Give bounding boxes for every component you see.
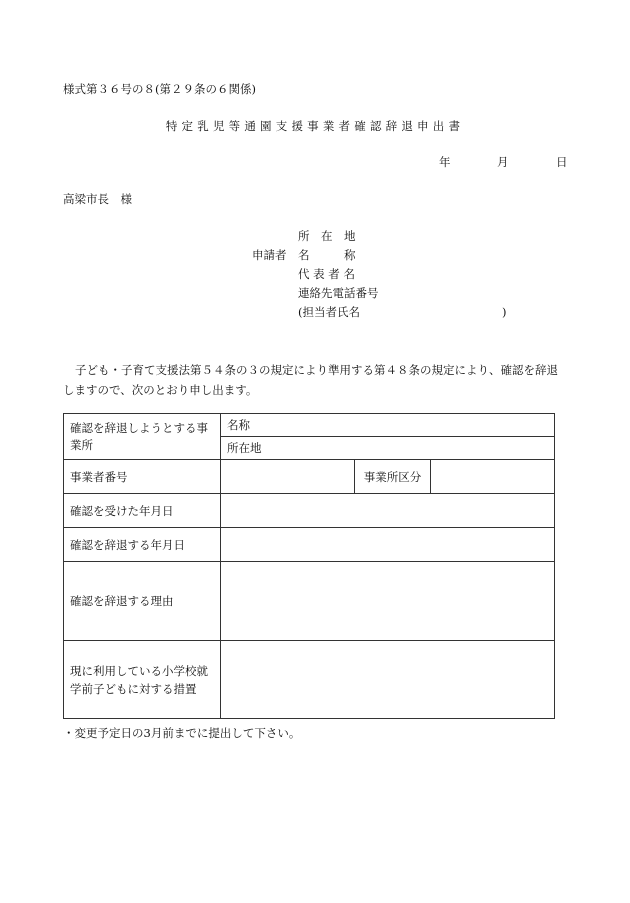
applicant-contact-close: ) xyxy=(502,305,507,319)
date-year-label: 年 xyxy=(439,155,451,169)
submission-note: ・変更予定日の3月前までに提出して下さい。 xyxy=(63,726,301,740)
office-category-label: 事業所区分 xyxy=(355,460,431,494)
withdrawal-form-table xyxy=(63,413,555,719)
facility-name-field[interactable] xyxy=(221,414,555,437)
reason-field[interactable] xyxy=(221,562,555,641)
withdraw-date-field[interactable] xyxy=(221,528,555,562)
reason-label: 確認を辞退する理由 xyxy=(64,562,221,641)
confirmed-date-label: 確認を受けた年月日 xyxy=(64,494,221,528)
facility-name-label: 名称 xyxy=(227,418,250,432)
date-month-label: 月 xyxy=(497,155,509,169)
applicant-name-label: 名 称 xyxy=(298,248,356,262)
facility-location-field[interactable] xyxy=(221,437,555,460)
withdraw-date-label: 確認を辞退する年月日 xyxy=(64,528,221,562)
facility-label: 確認を辞退しようとする事業所 xyxy=(64,414,221,460)
office-category-field[interactable] xyxy=(431,460,555,494)
applicant-contact-label: (担当者氏名 xyxy=(298,305,360,319)
applicant-location-label: 所 在 地 xyxy=(298,229,356,243)
measures-label: 現に利用している小学校就学前子どもに対する措置 xyxy=(64,641,221,719)
confirmed-date-field[interactable] xyxy=(221,494,555,528)
measures-field[interactable] xyxy=(221,641,555,719)
applicant-representative-label: 代 表 者 名 xyxy=(298,267,355,281)
addressee: 高梁市長 様 xyxy=(63,192,132,206)
business-number-label: 事業者番号 xyxy=(64,460,221,494)
body-text: 子ども・子育て支援法第５４条の３の規定により準用する第４８条の規定により、確認を辞退しますので、次のとおり申し出ます。 xyxy=(63,363,558,397)
applicant-phone-label: 連絡先電話番号 xyxy=(298,286,379,300)
form-number: 様式第３６号の８(第２９条の６関係) xyxy=(63,82,256,96)
business-number-field[interactable] xyxy=(221,460,355,494)
date-day-label: 日 xyxy=(556,155,568,169)
document-title: 特定乳児等通園支援事業者確認辞退申出書 xyxy=(165,119,465,133)
applicant-label: 申請者 xyxy=(252,248,287,262)
facility-location-label: 所在地 xyxy=(227,441,262,455)
